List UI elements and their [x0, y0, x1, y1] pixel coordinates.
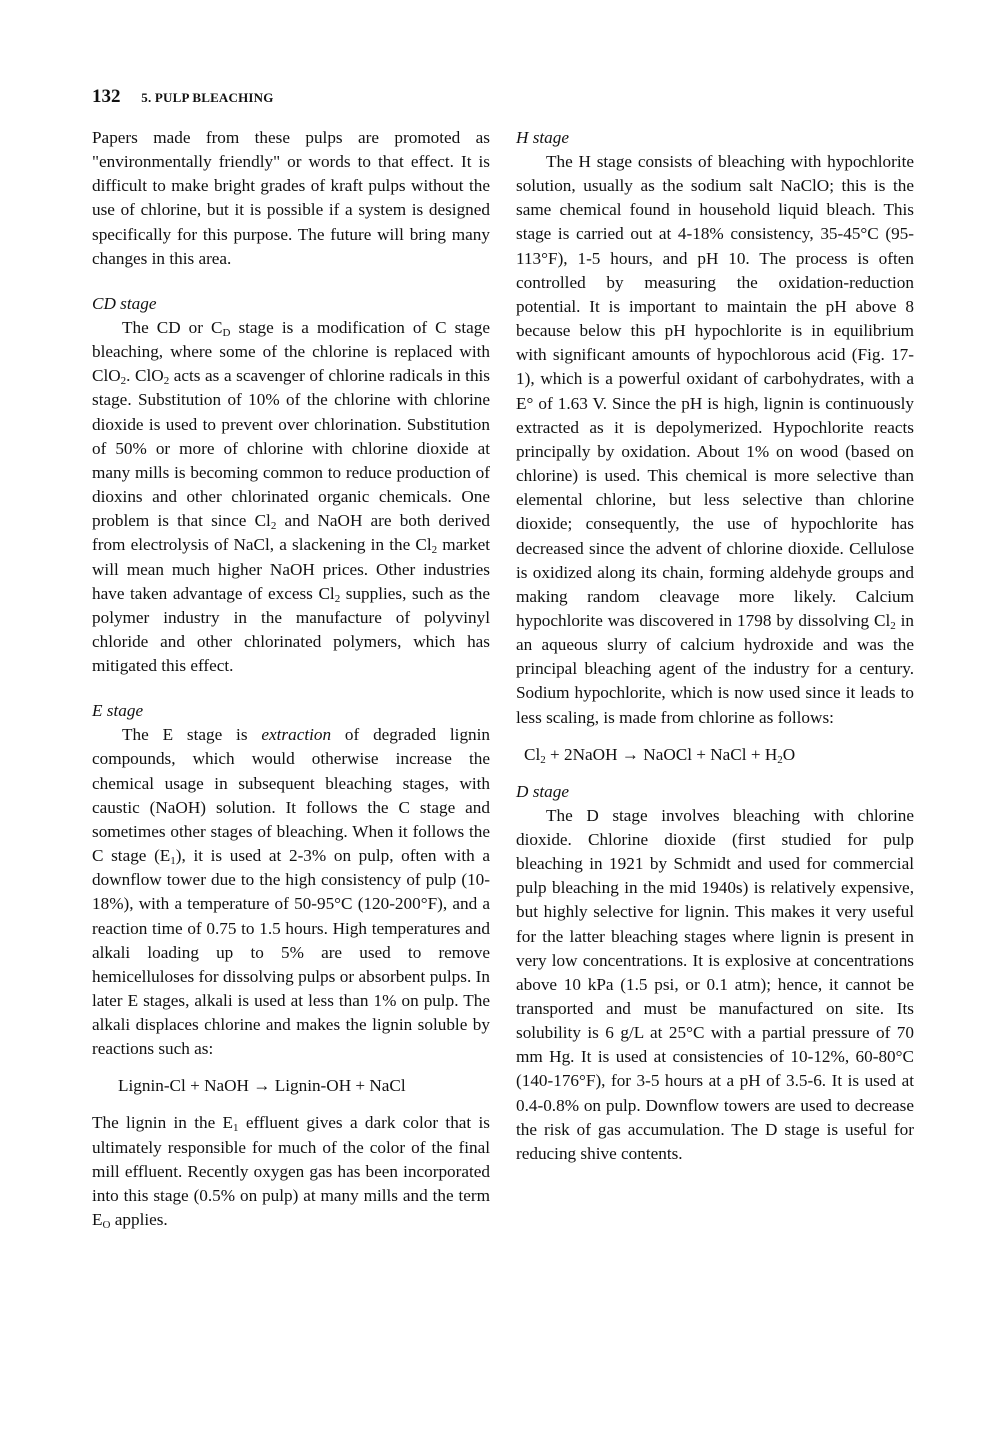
h-stage-heading: H stage — [516, 128, 569, 147]
e-stage-effluent-paragraph: The lignin in the $E_1$ effluent gives a dark color that is ultimately responsible for much of the color of the final mill effluent. Recently oxygen gas has been incorporated into this stage (0.5% on pulp) at many mills and the term $E_O$ applies. — [92, 1113, 490, 1232]
d-stage-paragraph: The D stage involves bleaching with chlorine dioxide. Chlorine dioxide (first studied for pulp bleaching in 1921 by Schmidt and used for commercial pulp bleaching in the mid 1940s) is relatively expensive, but highly selective for lignin. This makes it very useful for the latter bleaching stages where lignin is present in very low concentrations. It is explosive at concentrations above 10 kPa (1.5 psi, or 0.1 atm); hence, it cannot be transported and must be manufactured on site. Its solubility is 6 g/L at 25°C with a partial pressure of 70 mm Hg. It is used at consistencies of 10-12%, 60-80°C (140-176°F), for 3-5 hours at a pH of 3.5-6. It is used at 0.4-0.8% on pulp. Downflow towers are used to decrease the risk of gas accumulation. The D stage is useful for reducing shive contents. — [516, 805, 914, 1163]
chapter-title: 5. PULP BLEACHING — [141, 90, 274, 105]
h-stage-paragraph: The H stage consists of bleaching with hypochlorite solution, usually as the sodium salt NaClO; this is the same chemical found in household liquid bleach. This stage is carried out at 4-18% consistency, 35-45°C (95-113°F), 1-5 hours, and pH 10. The process is often controlled by measuring the oxidation-reduction potential. It is important to maintain the pH above 8 because below this pH hypochlorite is in equilibrium with significant amounts of hypochlorous acid (Fig. 17-1), which is a powerful oxidant of carbohydrates, with a E° of 1.63 V. Since the pH is high, lignin is continuously extracted as it is depolymerized. Hypochlorite reacts principally by oxidation. About 1% on wood (based on chlorine) is used. This chemical is more selective than elemental chlorine, but less selective than chlorine dioxide; consequently, the use of hypochlorite has decreased since the advent of chlorine dioxide. Cellulose is oxidized along its chain, forming aldehyde groups and making random cleavage more likely. Calcium hypochlorite was discovered in 1798 by dissolving $Cl_2$ in an aqueous slurry of calcium hydroxide and was the principal bleaching agent of the industry for a century. Sodium hypochlorite, which is now used since it leads to less scaling, is made from chlorine as follows: — [516, 152, 915, 727]
lignin-equation: Lignin-Cl + NaOH → Lignin-OH + NaCl — [118, 1076, 406, 1096]
cd-stage-paragraph: The CD or $C_D$ stage is a modification of C stage bleaching, where some of the chlorine is replaced with ClO$_2$. ClO$_2$ acts as a scavenger of chlorine radicals in this stage. Substitution of 10% of the chlorine with chlorine dioxide is used to prevent over chlorination. Substitution of 50% or more of chlorine with chlorine dioxide at many mills is becoming common to reduce production of dioxins and other chlorinated organic chemicals. One problem is that since $Cl_2$ and NaOH are both derived from electrolysis of NaCl, a slackening in the $Cl_2$ market will mean much higher NaOH prices. Other industries have taken advantage of excess $Cl_2$ supplies, such as the polymer industry in the manufacture of polyvinyl chloride and other chlorinated polymers, which has mitigated this effect. — [92, 317, 490, 676]
running-header — [92, 86, 274, 108]
hypochlorite-equation: $Cl_2$ + 2NaOH → NaOCl + NaCl + $H_2O$ — [524, 744, 796, 766]
e-stage-heading: E stage — [92, 701, 144, 721]
d-stage-heading: D stage — [516, 781, 569, 801]
e-stage-paragraph: The E stage is extraction of degraded lignin compounds, which would otherwise increase the chemical usage in subsequent bleaching stages, with caustic (NaOH) solution. It follows the C stage and sometimes other stages of bleaching. When it follows the C stage $(E_1)$, it is used at 2-3% on pulp, often with a downflow tower due to the high consistency of pulp (10-18%), with a temperature of 50-95°C (120-200°F), and a reaction time of 0.75 to 1.5 hours. High temperatures and alkali loading up to 5% are used to remove hemicelluloses for dissolving pulps or absorbent pulps. In later E stages, alkali is used at less than 1% on pulp. The alkali displaces chlorine and makes the lignin soluble by reactions such as: — [92, 725, 490, 1059]
page-number: 132 — [92, 86, 121, 107]
left-column — [92, 126, 490, 1232]
intro-paragraph: Papers made from these pulps are promoted as "environmentally friendly" or words to that effect. It is difficult to make bright grades of kraft pulps without the use of chlorine, but it is possible if a system is designed specifically for this purpose. The future will bring many changes in this area. — [92, 128, 490, 268]
right-column — [516, 126, 914, 1166]
cd-stage-heading: CD stage — [92, 293, 157, 313]
